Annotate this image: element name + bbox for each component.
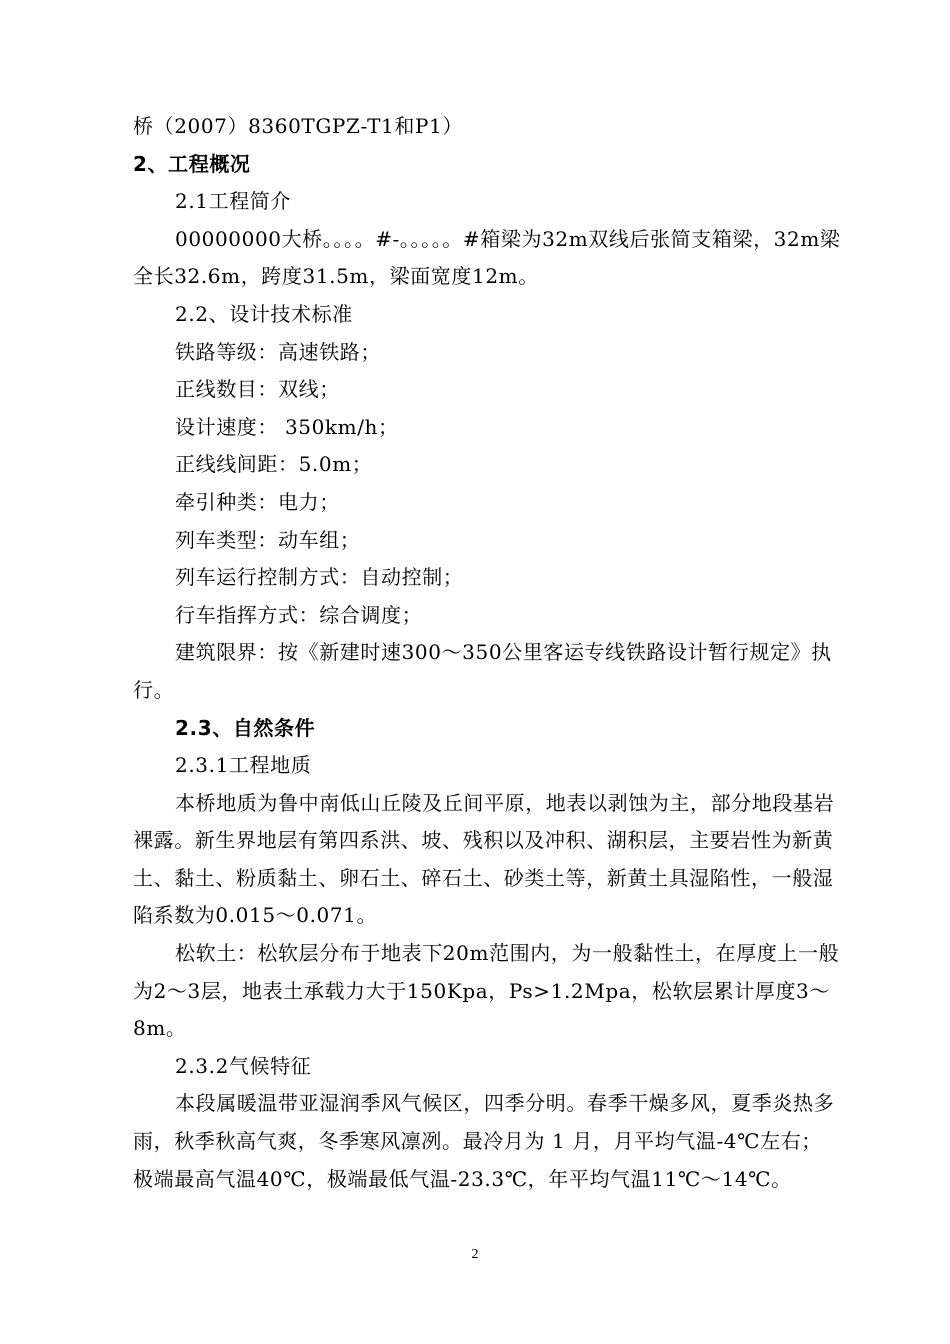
standard-line-spacing: 正线线间距：5.0m； [175,452,373,477]
subheading-geology: 2.3.1工程地质 [175,753,312,778]
standard-dispatch-mode: 行车指挥方式：综合调度； [175,602,423,627]
document-body [133,108,841,1198]
section-heading-overview: 2、工程概况 [133,151,251,176]
standard-train-control: 列车运行控制方式：自动控制； [175,565,464,590]
paragraph-project-intro: 00000000大桥。。。。#-。。。。。#箱梁为32m双线后张简支箱梁，32m梁全长32.6m，跨度31.5m，梁面宽度12m。 [133,226,841,289]
standard-train-type: 列车类型：动车组； [175,527,361,552]
subheading-project-intro: 2.1工程简介 [175,189,292,214]
standard-clearance: 建筑限界：按《新建时速300～350公里客运专线铁路设计暂行规定》执行。 [133,640,832,702]
standard-railway-grade: 铁路等级：高速铁路； [175,339,381,364]
standard-main-line-count: 正线数目：双线； [175,377,340,402]
paragraph-continuation: 桥（2007）8360TGPZ-T1和P1） [133,114,463,138]
page-number: 2 [471,1247,479,1262]
standard-design-speed: 设计速度： 350km/h； [175,414,399,439]
subheading-design-standards: 2.2、设计技术标准 [175,301,353,326]
section-heading-natural-conditions: 2.3、自然条件 [175,715,316,740]
paragraph-soft-soil: 松软土：松软层分布于地表下20m范围内，为一般黏性土，在厚度上一般为2～3层，地表土承载力大于150Kpa，Ps>1.2Mpa，松软层累计厚度3～8m。 [133,941,840,1041]
subheading-climate: 2.3.2气候特征 [175,1053,312,1078]
paragraph-geology: 本桥地质为鲁中南低山丘陵及丘间平原，地表以剥蚀为主，部分地段基岩裸露。新生界地层有第四系洪、坡、残积以及冲积、湖积层，主要岩性为新黄土、黏土、粉质黏土、卵石土、碎石土、砂类土等，新黄土具湿陷性，一般湿陷系数为0.015～0.071。 [133,790,835,928]
paragraph-climate: 本段属暖温带亚湿润季风气候区，四季分明。春季干燥多风，夏季炎热多雨，秋季秋高气爽，冬季寒风凛冽。最冷月为 1 月，月平均气温-4℃左右；极端最高气温40℃，极端最低气温-23.3℃，年平均气温11℃～14℃。 [133,1091,835,1191]
standard-traction-type: 牵引种类：电力； [175,489,340,514]
